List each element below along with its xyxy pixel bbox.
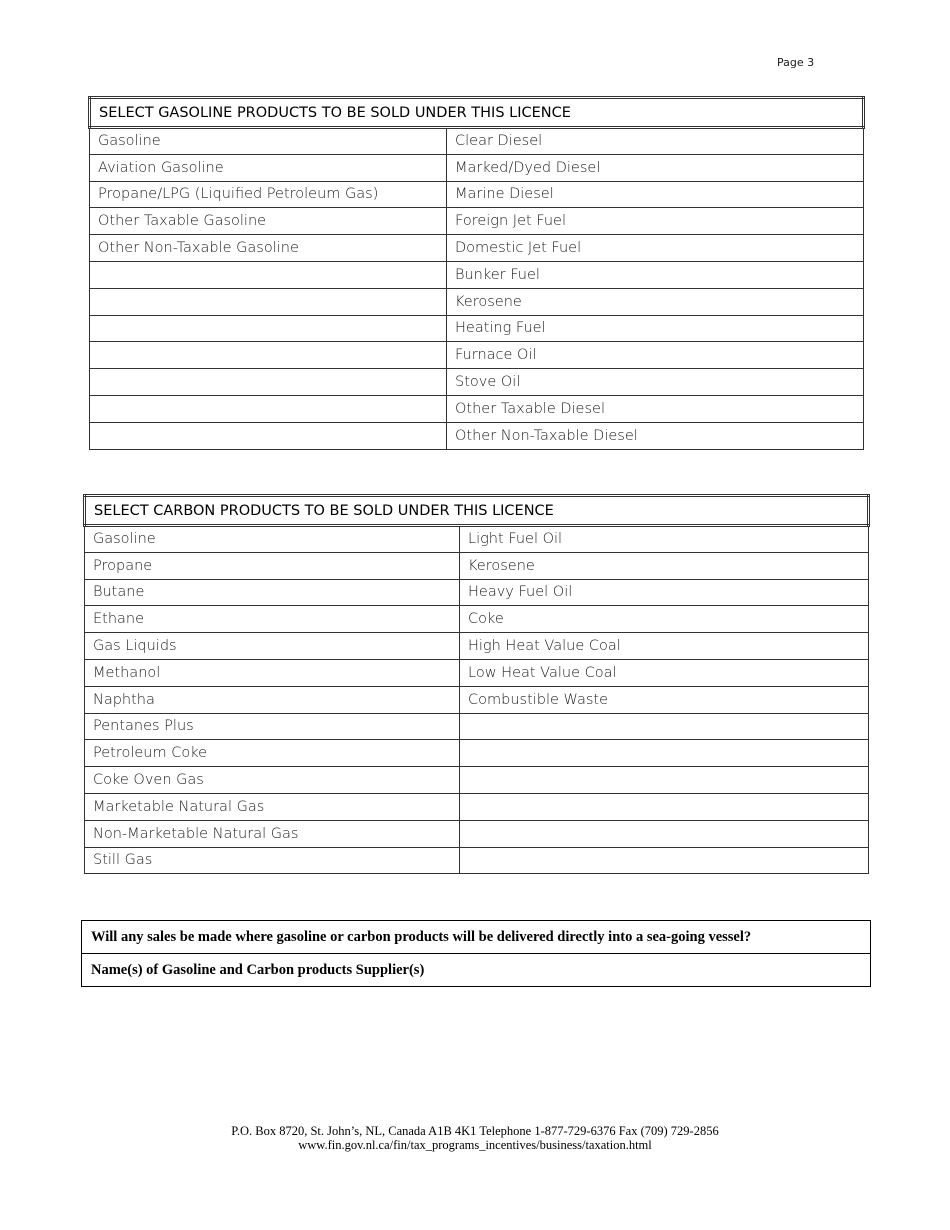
carbon-product-right-cell[interactable]: Coke bbox=[460, 606, 869, 633]
carbon-product-left-cell[interactable]: Propane bbox=[85, 552, 460, 579]
suppliers-question: Name(s) of Gasoline and Carbon products Supplier(s) bbox=[82, 954, 871, 987]
gasoline-product-left-cell bbox=[90, 422, 447, 449]
gasoline-table-body bbox=[90, 128, 864, 450]
carbon-product-row bbox=[85, 526, 869, 553]
page-number: Page 3 bbox=[777, 56, 815, 69]
carbon-table-header: SELECT CARBON PRODUCTS TO BE SOLD UNDER THIS LICENCE bbox=[85, 496, 869, 526]
gasoline-product-left-cell[interactable]: Aviation Gasoline bbox=[90, 154, 447, 181]
carbon-product-left-cell[interactable]: Methanol bbox=[85, 659, 460, 686]
carbon-product-right-cell[interactable]: Heavy Fuel Oil bbox=[460, 579, 869, 606]
carbon-product-left-cell[interactable]: Gasoline bbox=[85, 526, 460, 553]
gasoline-product-left-cell[interactable]: Other Taxable Gasoline bbox=[90, 208, 447, 235]
carbon-product-right-cell bbox=[460, 740, 869, 767]
gasoline-product-right-cell[interactable]: Clear Diesel bbox=[447, 128, 864, 155]
carbon-product-left-cell[interactable]: Ethane bbox=[85, 606, 460, 633]
carbon-product-row bbox=[85, 713, 869, 740]
gasoline-product-row bbox=[90, 395, 864, 422]
carbon-product-row bbox=[85, 767, 869, 794]
gasoline-product-left-cell bbox=[90, 342, 447, 369]
carbon-product-left-cell[interactable]: Naphtha bbox=[85, 686, 460, 713]
carbon-product-row bbox=[85, 659, 869, 686]
gasoline-product-left-cell bbox=[90, 261, 447, 288]
gasoline-product-left-cell bbox=[90, 288, 447, 315]
carbon-product-right-cell bbox=[460, 793, 869, 820]
gasoline-product-right-cell[interactable]: Other Non-Taxable Diesel bbox=[447, 422, 864, 449]
carbon-product-row bbox=[85, 633, 869, 660]
carbon-product-left-cell[interactable]: Gas Liquids bbox=[85, 633, 460, 660]
questions-table bbox=[81, 920, 871, 987]
carbon-product-row bbox=[85, 847, 869, 874]
carbon-product-right-cell[interactable]: Kerosene bbox=[460, 552, 869, 579]
carbon-product-row bbox=[85, 740, 869, 767]
carbon-product-left-cell[interactable]: Petroleum Coke bbox=[85, 740, 460, 767]
carbon-product-row bbox=[85, 686, 869, 713]
gasoline-product-left-cell[interactable]: Gasoline bbox=[90, 128, 447, 155]
carbon-table-body bbox=[85, 526, 869, 874]
carbon-product-left-cell[interactable]: Marketable Natural Gas bbox=[85, 793, 460, 820]
sea-vessel-question: Will any sales be made where gasoline or carbon products will be delivered directly into a sea-going vessel? bbox=[82, 921, 871, 954]
gasoline-product-right-cell[interactable]: Foreign Jet Fuel bbox=[447, 208, 864, 235]
gasoline-product-left-cell[interactable]: Other Non-Taxable Gasoline bbox=[90, 235, 447, 262]
gasoline-product-right-cell[interactable]: Domestic Jet Fuel bbox=[447, 235, 864, 262]
carbon-product-right-cell bbox=[460, 820, 869, 847]
footer-url[interactable]: www.fin.gov.nl.ca/fin/tax_programs_incentives/business/taxation.html bbox=[298, 1138, 652, 1152]
carbon-product-row bbox=[85, 579, 869, 606]
carbon-product-right-cell[interactable]: Combustible Waste bbox=[460, 686, 869, 713]
carbon-product-left-cell[interactable]: Pentanes Plus bbox=[85, 713, 460, 740]
gasoline-product-right-cell[interactable]: Marked/Dyed Diesel bbox=[447, 154, 864, 181]
gasoline-product-row bbox=[90, 315, 864, 342]
gasoline-table-header: SELECT GASOLINE PRODUCTS TO BE SOLD UNDER THIS LICENCE bbox=[90, 98, 864, 128]
gasoline-product-row bbox=[90, 208, 864, 235]
carbon-product-row bbox=[85, 793, 869, 820]
carbon-product-right-cell bbox=[460, 847, 869, 874]
carbon-product-right-cell[interactable]: High Heat Value Coal bbox=[460, 633, 869, 660]
gasoline-product-left-cell bbox=[90, 395, 447, 422]
gasoline-product-row bbox=[90, 369, 864, 396]
gasoline-product-left-cell bbox=[90, 369, 447, 396]
gasoline-product-right-cell[interactable]: Marine Diesel bbox=[447, 181, 864, 208]
gasoline-product-right-cell[interactable]: Bunker Fuel bbox=[447, 261, 864, 288]
carbon-product-right-cell bbox=[460, 767, 869, 794]
gasoline-product-row bbox=[90, 181, 864, 208]
gasoline-product-left-cell[interactable]: Propane/LPG (Liquified Petroleum Gas) bbox=[90, 181, 447, 208]
gasoline-product-row bbox=[90, 261, 864, 288]
gasoline-products-table bbox=[88, 96, 865, 450]
carbon-product-left-cell[interactable]: Coke Oven Gas bbox=[85, 767, 460, 794]
gasoline-product-row bbox=[90, 342, 864, 369]
gasoline-product-right-cell[interactable]: Heating Fuel bbox=[447, 315, 864, 342]
carbon-product-left-cell[interactable]: Butane bbox=[85, 579, 460, 606]
gasoline-product-row bbox=[90, 154, 864, 181]
gasoline-product-row bbox=[90, 235, 864, 262]
carbon-product-row bbox=[85, 552, 869, 579]
gasoline-product-right-cell[interactable]: Kerosene bbox=[447, 288, 864, 315]
footer-address: P.O. Box 8720, St. John’s, NL, Canada A1B 4K1 Telephone 1-877-729-6376 Fax (709) 729-2856 bbox=[231, 1124, 719, 1138]
gasoline-product-right-cell[interactable]: Other Taxable Diesel bbox=[447, 395, 864, 422]
carbon-product-row bbox=[85, 606, 869, 633]
carbon-product-right-cell[interactable]: Light Fuel Oil bbox=[460, 526, 869, 553]
carbon-product-row bbox=[85, 820, 869, 847]
gasoline-product-left-cell bbox=[90, 315, 447, 342]
footer bbox=[0, 1124, 950, 1152]
carbon-product-right-cell[interactable]: Low Heat Value Coal bbox=[460, 659, 869, 686]
carbon-products-table bbox=[83, 494, 870, 874]
gasoline-product-row bbox=[90, 422, 864, 449]
gasoline-product-row bbox=[90, 288, 864, 315]
gasoline-product-right-cell[interactable]: Furnace Oil bbox=[447, 342, 864, 369]
gasoline-product-right-cell[interactable]: Stove Oil bbox=[447, 369, 864, 396]
gasoline-product-row bbox=[90, 128, 864, 155]
carbon-product-left-cell[interactable]: Still Gas bbox=[85, 847, 460, 874]
carbon-product-right-cell bbox=[460, 713, 869, 740]
carbon-product-left-cell[interactable]: Non-Marketable Natural Gas bbox=[85, 820, 460, 847]
